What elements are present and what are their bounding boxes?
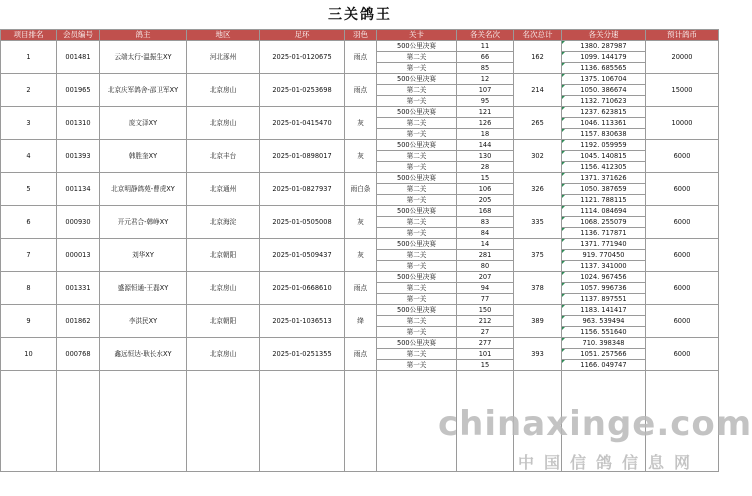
header-stage-place[interactable]: 各关名次 (457, 30, 514, 41)
coins-cell[interactable]: 6000 (646, 173, 719, 206)
ring-cell[interactable]: 2025-01-0505008 (260, 206, 345, 239)
total-place-cell[interactable]: 389 (514, 305, 562, 338)
feather-color-cell[interactable]: 灰 (345, 239, 377, 272)
table-row (1, 272, 719, 283)
stage-place-cell[interactable]: 27 (457, 327, 514, 338)
stage-speed-cell[interactable]: 1050. 387659 (562, 184, 646, 195)
site-watermark-cn: 中国信鸽信息网 (518, 453, 701, 472)
stage-name-cell[interactable]: 第一关 (377, 129, 457, 140)
owner-cell[interactable]: 盛源恒通-王磊XY (100, 272, 187, 305)
rank-cell[interactable]: 1 (1, 41, 57, 74)
region-cell[interactable]: 北京朝阳 (187, 239, 260, 272)
stage-speed-cell[interactable]: 710. 398348 (562, 338, 646, 349)
stage-speed-cell[interactable]: 1380. 287987 (562, 41, 646, 52)
region-cell[interactable]: 北京通州 (187, 173, 260, 206)
stage-place-cell[interactable]: 101 (457, 349, 514, 360)
feather-color-cell[interactable]: 灰 (345, 107, 377, 140)
feather-color-cell[interactable]: 雨点 (345, 41, 377, 74)
stage-speed-cell[interactable]: 1114. 084694 (562, 206, 646, 217)
total-place-cell[interactable]: 335 (514, 206, 562, 239)
stage-speed-cell[interactable]: 1192. 059959 (562, 140, 646, 151)
stage-place-cell[interactable]: 144 (457, 140, 514, 151)
stage-speed-cell[interactable]: 1121. 788115 (562, 195, 646, 206)
rank-cell[interactable]: 7 (1, 239, 57, 272)
header-owner[interactable]: 鸽主 (100, 30, 187, 41)
empty-cell[interactable] (57, 371, 100, 472)
stage-name-cell[interactable]: 500公里决赛 (377, 41, 457, 52)
total-place-cell[interactable]: 393 (514, 338, 562, 371)
stage-speed-cell[interactable]: 919. 770450 (562, 250, 646, 261)
rank-cell[interactable]: 4 (1, 140, 57, 173)
stage-place-cell[interactable]: 77 (457, 294, 514, 305)
ring-cell[interactable]: 2025-01-0827937 (260, 173, 345, 206)
rank-cell[interactable]: 8 (1, 272, 57, 305)
sheet-title: 三关鸽王 (328, 7, 392, 23)
stage-name-cell[interactable]: 第二关 (377, 184, 457, 195)
stage-speed-cell[interactable]: 1099. 144179 (562, 52, 646, 63)
rank-cell[interactable]: 5 (1, 173, 57, 206)
ring-cell[interactable]: 2025-01-0898017 (260, 140, 345, 173)
rank-cell[interactable]: 10 (1, 338, 57, 371)
stage-speed-cell[interactable]: 1375. 106704 (562, 74, 646, 85)
header-row (1, 30, 719, 41)
table-row (1, 107, 719, 118)
stage-place-cell[interactable]: 15 (457, 173, 514, 184)
total-place-cell[interactable]: 302 (514, 140, 562, 173)
stage-speed-cell[interactable]: 1046. 113361 (562, 118, 646, 129)
owner-cell[interactable]: 刘华XY (100, 239, 187, 272)
stage-place-cell[interactable]: 277 (457, 338, 514, 349)
stage-name-cell[interactable]: 500公里决赛 (377, 74, 457, 85)
member-id-cell[interactable]: 001965 (57, 74, 100, 107)
ring-cell[interactable]: 2025-01-0415470 (260, 107, 345, 140)
member-id-cell[interactable]: 001862 (57, 305, 100, 338)
total-place-cell[interactable]: 375 (514, 239, 562, 272)
ring-cell[interactable]: 2025-01-0668610 (260, 272, 345, 305)
stage-name-cell[interactable]: 第一关 (377, 327, 457, 338)
stage-place-cell[interactable]: 121 (457, 107, 514, 118)
region-cell[interactable]: 北京丰台 (187, 140, 260, 173)
stage-speed-cell[interactable]: 1371. 371626 (562, 173, 646, 184)
header-region[interactable]: 地区 (187, 30, 260, 41)
stage-place-cell[interactable]: 15 (457, 360, 514, 371)
feather-color-cell[interactable]: 绛 (345, 305, 377, 338)
ring-cell[interactable]: 2025-01-1036513 (260, 305, 345, 338)
region-cell[interactable]: 北京海淀 (187, 206, 260, 239)
stage-name-cell[interactable]: 第一关 (377, 261, 457, 272)
stage-speed-cell[interactable]: 1371. 771940 (562, 239, 646, 250)
stage-place-cell[interactable]: 85 (457, 63, 514, 74)
stage-place-cell[interactable]: 84 (457, 228, 514, 239)
owner-cell[interactable]: 庞文泽XY (100, 107, 187, 140)
stage-speed-cell[interactable]: 1137. 341000 (562, 261, 646, 272)
stage-name-cell[interactable]: 第二关 (377, 217, 457, 228)
coins-cell[interactable]: 6000 (646, 272, 719, 305)
stage-speed-cell[interactable]: 1045. 140815 (562, 151, 646, 162)
stage-name-cell[interactable]: 500公里决赛 (377, 338, 457, 349)
stage-name-cell[interactable]: 第一关 (377, 162, 457, 173)
stage-name-cell[interactable]: 第一关 (377, 96, 457, 107)
stage-place-cell[interactable]: 18 (457, 129, 514, 140)
region-cell[interactable]: 北京房山 (187, 272, 260, 305)
stage-speed-cell[interactable]: 1068. 255079 (562, 217, 646, 228)
coins-cell[interactable]: 6000 (646, 305, 719, 338)
stage-name-cell[interactable]: 500公里决赛 (377, 239, 457, 250)
total-place-cell[interactable]: 265 (514, 107, 562, 140)
table-row (1, 305, 719, 316)
empty-cell[interactable] (1, 371, 57, 472)
stage-name-cell[interactable]: 第一关 (377, 195, 457, 206)
header-feather-color[interactable]: 羽色 (345, 30, 377, 41)
region-cell[interactable]: 河北涿州 (187, 41, 260, 74)
coins-cell[interactable]: 6000 (646, 140, 719, 173)
stage-speed-cell[interactable]: 1132. 710623 (562, 96, 646, 107)
stage-name-cell[interactable]: 500公里决赛 (377, 107, 457, 118)
stage-place-cell[interactable]: 281 (457, 250, 514, 261)
feather-color-cell[interactable]: 雨点 (345, 74, 377, 107)
coins-cell[interactable]: 6000 (646, 239, 719, 272)
site-watermark: chinaxinge.com (438, 404, 752, 444)
stage-place-cell[interactable]: 207 (457, 272, 514, 283)
coins-cell[interactable]: 10000 (646, 107, 719, 140)
table-row (1, 74, 719, 85)
feather-color-cell[interactable]: 雨白条 (345, 173, 377, 206)
stage-speed-cell[interactable]: 1136. 685565 (562, 63, 646, 74)
stage-name-cell[interactable]: 第一关 (377, 360, 457, 371)
header-ring[interactable]: 足环 (260, 30, 345, 41)
stage-place-cell[interactable]: 12 (457, 74, 514, 85)
stage-name-cell[interactable]: 第二关 (377, 349, 457, 360)
table-row (1, 338, 719, 349)
stage-speed-cell[interactable]: 1156. 551640 (562, 327, 646, 338)
member-id-cell[interactable]: 000013 (57, 239, 100, 272)
stage-name-cell[interactable]: 第二关 (377, 118, 457, 129)
region-cell[interactable]: 北京房山 (187, 107, 260, 140)
stage-place-cell[interactable]: 28 (457, 162, 514, 173)
owner-cell[interactable]: 开元君合-韩峥XY (100, 206, 187, 239)
owner-cell[interactable]: 韩胜奎XY (100, 140, 187, 173)
header-stage[interactable]: 关卡 (377, 30, 457, 41)
stage-speed-cell[interactable]: 1237. 623815 (562, 107, 646, 118)
empty-cell[interactable] (260, 371, 345, 472)
total-place-cell[interactable]: 378 (514, 272, 562, 305)
empty-cell[interactable] (345, 371, 377, 472)
stage-place-cell[interactable]: 95 (457, 96, 514, 107)
total-place-cell[interactable]: 214 (514, 74, 562, 107)
coins-cell[interactable]: 6000 (646, 338, 719, 371)
coins-cell[interactable]: 15000 (646, 74, 719, 107)
empty-cell[interactable] (187, 371, 260, 472)
feather-color-cell[interactable]: 灰 (345, 206, 377, 239)
header-coins[interactable]: 预计鸽币 (646, 30, 719, 41)
stage-name-cell[interactable]: 第二关 (377, 52, 457, 63)
stage-name-cell[interactable]: 第二关 (377, 85, 457, 96)
rank-cell[interactable]: 9 (1, 305, 57, 338)
stage-place-cell[interactable]: 126 (457, 118, 514, 129)
header-rank[interactable]: 项目排名 (1, 30, 57, 41)
region-cell[interactable]: 北京房山 (187, 338, 260, 371)
member-id-cell[interactable]: 000930 (57, 206, 100, 239)
ring-cell[interactable]: 2025-01-0120675 (260, 41, 345, 74)
stage-name-cell[interactable]: 500公里决赛 (377, 272, 457, 283)
ring-cell[interactable]: 2025-01-0509437 (260, 239, 345, 272)
table-row (1, 41, 719, 52)
owner-cell[interactable]: 云端太行-温振生XY (100, 41, 187, 74)
stage-place-cell[interactable]: 66 (457, 52, 514, 63)
stage-speed-cell[interactable]: 1051. 257566 (562, 349, 646, 360)
stage-speed-cell[interactable]: 1057. 996736 (562, 283, 646, 294)
feather-color-cell[interactable]: 灰 (345, 140, 377, 173)
stage-name-cell[interactable]: 第一关 (377, 63, 457, 74)
table-row (1, 173, 719, 184)
member-id-cell[interactable]: 001331 (57, 272, 100, 305)
member-id-cell[interactable]: 001481 (57, 41, 100, 74)
stage-speed-cell[interactable]: 963. 539494 (562, 316, 646, 327)
stage-place-cell[interactable]: 130 (457, 151, 514, 162)
stage-speed-cell[interactable]: 1050. 386674 (562, 85, 646, 96)
stage-place-cell[interactable]: 14 (457, 239, 514, 250)
rank-cell[interactable]: 3 (1, 107, 57, 140)
header-total-place[interactable]: 名次总计 (514, 30, 562, 41)
stage-place-cell[interactable]: 205 (457, 195, 514, 206)
stage-speed-cell[interactable]: 1157. 830638 (562, 129, 646, 140)
stage-name-cell[interactable]: 500公里决赛 (377, 305, 457, 316)
stage-name-cell[interactable]: 500公里决赛 (377, 140, 457, 151)
region-cell[interactable]: 北京房山 (187, 74, 260, 107)
stage-place-cell[interactable]: 94 (457, 283, 514, 294)
stage-name-cell[interactable]: 第一关 (377, 294, 457, 305)
stage-name-cell[interactable]: 500公里决赛 (377, 173, 457, 184)
stage-place-cell[interactable]: 168 (457, 206, 514, 217)
coins-cell[interactable]: 20000 (646, 41, 719, 74)
rank-cell[interactable]: 2 (1, 74, 57, 107)
stage-speed-cell[interactable]: 1136. 717871 (562, 228, 646, 239)
stage-name-cell[interactable]: 第二关 (377, 250, 457, 261)
feather-color-cell[interactable]: 雨点 (345, 338, 377, 371)
stage-name-cell[interactable]: 第二关 (377, 151, 457, 162)
total-place-cell[interactable]: 162 (514, 41, 562, 74)
ring-cell[interactable]: 2025-01-0251355 (260, 338, 345, 371)
stage-speed-cell[interactable]: 1156. 412305 (562, 162, 646, 173)
coins-cell[interactable]: 6000 (646, 206, 719, 239)
owner-cell[interactable]: 鑫远恒达-耿长水XY (100, 338, 187, 371)
member-id-cell[interactable]: 001393 (57, 140, 100, 173)
stage-name-cell[interactable]: 第一关 (377, 228, 457, 239)
ring-cell[interactable]: 2025-01-0253698 (260, 74, 345, 107)
stage-name-cell[interactable]: 第二关 (377, 283, 457, 294)
table-row (1, 206, 719, 217)
stage-speed-cell[interactable]: 1024. 967456 (562, 272, 646, 283)
stage-name-cell[interactable]: 第二关 (377, 316, 457, 327)
rank-cell[interactable]: 6 (1, 206, 57, 239)
stage-place-cell[interactable]: 80 (457, 261, 514, 272)
member-id-cell[interactable]: 000768 (57, 338, 100, 371)
region-cell[interactable]: 北京朝阳 (187, 305, 260, 338)
stage-place-cell[interactable]: 11 (457, 41, 514, 52)
stage-speed-cell[interactable]: 1166. 049747 (562, 360, 646, 371)
stage-place-cell[interactable]: 106 (457, 184, 514, 195)
owner-cell[interactable]: 北京明静鸽苑-曹虎XY (100, 173, 187, 206)
table-row (1, 140, 719, 151)
stage-place-cell[interactable]: 150 (457, 305, 514, 316)
stage-speed-cell[interactable]: 1137. 897551 (562, 294, 646, 305)
owner-cell[interactable]: 北京庆军鸽舍-邵卫军XY (100, 74, 187, 107)
owner-cell[interactable]: 李洪民XY (100, 305, 187, 338)
stage-place-cell[interactable]: 107 (457, 85, 514, 96)
header-stage-speed[interactable]: 各关分速 (562, 30, 646, 41)
member-id-cell[interactable]: 001310 (57, 107, 100, 140)
stage-place-cell[interactable]: 83 (457, 217, 514, 228)
table-row (1, 239, 719, 250)
stage-speed-cell[interactable]: 1183. 141417 (562, 305, 646, 316)
stage-name-cell[interactable]: 500公里决赛 (377, 206, 457, 217)
member-id-cell[interactable]: 001134 (57, 173, 100, 206)
stage-place-cell[interactable]: 212 (457, 316, 514, 327)
feather-color-cell[interactable]: 雨点 (345, 272, 377, 305)
empty-cell[interactable] (100, 371, 187, 472)
header-member-id[interactable]: 会员编号 (57, 30, 100, 41)
total-place-cell[interactable]: 326 (514, 173, 562, 206)
